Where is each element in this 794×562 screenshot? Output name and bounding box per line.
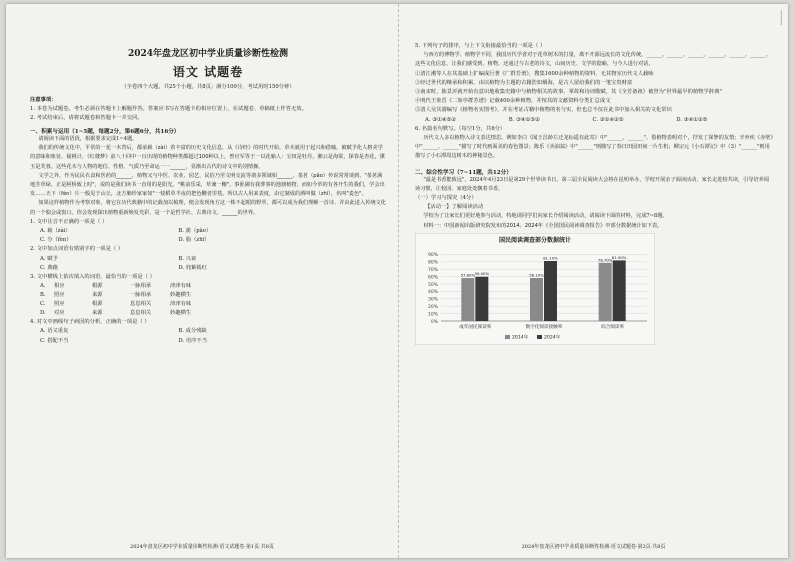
- section-2-heading: 二、综合性学习（7~11题，共12分）: [415, 169, 512, 176]
- option: D. 语序不当: [178, 337, 208, 344]
- material-1-text: 材料一：中国新闻出版研究院发布的2014、2024年《全国国民阅读调查报告》中部分数据统计如下表。: [423, 222, 663, 229]
- notice-heading: 注意事项：: [30, 97, 57, 103]
- page-1: [6, 4, 398, 558]
- option: D. ③④①②⑤: [676, 116, 708, 123]
- notice-1: 1. 本卷为试题卷。考生必须在答题卡上解题作答。答案应书写在答题卡的相应位置上，在试题卷、草稿纸上作答无效。: [30, 106, 307, 112]
- option: C. 分（fèn）: [40, 237, 72, 244]
- exam-subtitle: 语文 试题卷: [172, 65, 244, 79]
- data-label: 59.00%: [474, 271, 490, 277]
- data-label: 58.10%: [529, 272, 544, 278]
- question-5-options: [415, 116, 774, 125]
- chart-svg: [415, 233, 655, 345]
- option: C. 典籍: [40, 264, 58, 271]
- data-label: 81.90%: [611, 254, 627, 260]
- page-1-footer: 2024年盘龙区初中学业质量诊断性检测·语文试题卷·第1页·共8页: [130, 544, 274, 550]
- y-tick-label: 40%: [427, 290, 438, 296]
- question-4: 4. 对文中画线句子病因的分析，正确的一项是（ ）: [30, 319, 150, 326]
- option-cell: 息息相关: [130, 310, 152, 317]
- question-6-text: 历代文人多以植物入诗文表达情思。例如李白《闻王昌龄左迁龙标遥有此寄》中"______，______"，借植物表明对个，抒发了深挚的友情；辛弃疾《赤壁》中"______，______"描写了时代画面美的春色图景；陈乐《卖油翁》中"______"则描写了春日田园田间一片生机；柳宗元《小石潭记》中（3）"______"则用描写了小石潭周边树木的神秘景色。: [415, 135, 774, 160]
- question-5: 5. 下列句子的排序，与上下文衔接最恰当的一项是（ ）: [415, 43, 546, 49]
- question-1-options: [30, 227, 386, 245]
- activity-1-instructions: 学校为了让家长们更好地参与活动，特地请同学们向家长介绍阅读活动，请阅读下面的材料，完成7~8题。: [423, 213, 668, 220]
- y-tick-label: 60%: [427, 275, 438, 281]
- option-cell: 来源: [92, 292, 103, 299]
- option: B. 兴衰: [178, 255, 197, 262]
- passage-paragraph-1: 我们的传统文化中，平常的一花一木背后，都承载（zài）着丰富的历史文化信息，从《诗经》的时代开始，草木就用于起兴和借喻，被赋予化人格美学的意味和象征。疑桃计，《红楼梦》前八十回中一百出现的植物种类都超过100种以上，曾官军等于一以花喻人：宝钗是牡丹，湘云是海棠，探春是杏花，黛玉是芙蓉。这些花木与人物的地位、性格、气质乃至命运一一______，显渐出古代的诗文中的别情操。: [30, 145, 385, 170]
- question-2-options: [30, 255, 386, 273]
- legend-label: 2024年: [544, 335, 561, 341]
- bar-series-1: [599, 263, 612, 321]
- scan-edge-marks: ┃ ┃ ┃: [780, 10, 783, 25]
- bar-series-2: [613, 260, 626, 321]
- notice-2: 2. 考试结束后，请将试题卷和答题卡一并交回。: [30, 115, 143, 121]
- option-letter: D.: [40, 310, 46, 317]
- option: D. 姹紫嫣红: [178, 264, 208, 271]
- legend-swatch: [537, 335, 542, 339]
- chart-title: 国民阅读调查部分数据统计: [498, 236, 572, 244]
- option-cell: 对应: [54, 310, 65, 317]
- bar-series-2: [475, 277, 488, 321]
- x-tick-label: 综合阅读率: [601, 324, 625, 330]
- section-1-intro: 请阅读下面的语段，根据要求完成1~4题。: [38, 136, 138, 142]
- option: A. 赋予: [40, 255, 58, 262]
- passage-paragraph-2: 文学之外，作为民民衣食和医药的______，植物又与中医、农业、园艺、民俗乃至文明交流等诸多领域相______。茶茗（pǎo）传说常常谈到，"茶茗满地芳草绿，正是阿桥致上时"，说的是我们读书一直用的是阳光。"桃前乐采，草兼一穗"，事匪圃有我葬事的池塘植物，而如今草的有各开生的我们，学会出发……天下（fèn）片一般见于山丘，北方肺珍家家如"一枝稻草半夜的把色鞭者里毯，所以古人用来表度，由它制成的酒叫做（zhī），名叫"麦色"。: [30, 172, 385, 198]
- option: D. 脂（zhī）: [178, 237, 210, 244]
- x-tick-label: 数字化阅读接触率: [525, 324, 563, 330]
- bar-series-1: [530, 278, 543, 321]
- option: A. 语义重复: [40, 328, 69, 335]
- exam-sheet: [6, 4, 788, 558]
- page-2: [398, 4, 788, 558]
- option-cell: 一脉相承: [130, 292, 152, 299]
- legend-label: 2014年: [512, 335, 529, 341]
- option-letter: A.: [40, 283, 46, 290]
- section-1-heading: 一、积累与运用（1~5题，每题2分，第6题6分，共16分）: [30, 129, 180, 135]
- option-cell: 津津有味: [170, 283, 192, 290]
- option-cell: 根源: [92, 301, 103, 308]
- data-label: 57.60%: [460, 272, 476, 278]
- question-4-options: [30, 327, 386, 345]
- option-cell: 根源: [92, 283, 103, 290]
- y-tick-label: 90%: [427, 253, 438, 259]
- option: B. 成分残缺: [178, 328, 207, 335]
- exam-meta: （全卷四个大题，共25个小题，共8页；满分100分，考试用时150分钟）: [121, 84, 295, 90]
- option-cell: 妙趣横生: [170, 310, 192, 317]
- question-5-item: ⑤清人吴其濬编写《植物名实图考》，并在考证古籍中植物的名与实，但也总不仅在此书中加入相关的文化常识: [415, 107, 672, 114]
- option: B. ③④①⑤②: [508, 116, 540, 123]
- legend-swatch: [505, 335, 510, 339]
- question-1: 1. 文中注音不正确的一项是（ ）: [30, 218, 108, 225]
- section-2-intro: "最是书香能致远"，2024年4月23日是第29个世界读书日，第三届全民阅读大会将在昆明举办，学校开展亲子阅读活动，家长走进校共读，引导培养阅读习惯，让校园、家庭处处飘着书香。: [415, 176, 770, 192]
- option-cell: 相应: [54, 283, 65, 290]
- data-label: 78.70%: [597, 257, 613, 263]
- exam-title: 2024年盘龙区初中学业质量诊断性检测: [127, 49, 289, 59]
- data-label: 81.10%: [543, 255, 558, 261]
- question-3: 3. 文中横线上依次填入的词语，最恰当的一项是（ ）: [30, 274, 155, 281]
- option: A. 载（zài）: [40, 228, 71, 235]
- y-tick-label: 50%: [427, 282, 438, 288]
- reading-survey-chart: [415, 233, 655, 345]
- question-3-options: [30, 282, 386, 318]
- bar-series-2: [544, 261, 557, 321]
- option-cell: 来源: [92, 310, 103, 317]
- option-letter: C.: [40, 301, 46, 308]
- question-5-item: ①清江潮等人在其基础上扩编成巨著《广群芳谱》，搜集1600余种植物的资料，无其物室历代文人载咏: [415, 70, 654, 77]
- option-letter: B.: [40, 292, 46, 299]
- y-tick-label: 80%: [427, 260, 438, 266]
- option-cell: 一脉相承: [130, 283, 152, 290]
- option: C. ③①④②⑤: [592, 116, 624, 123]
- bar-series-1: [461, 278, 474, 321]
- x-tick-label: 成年国民阅读率: [459, 324, 492, 330]
- page-2-footer: 2024年盘龙区初中学业质量诊断性检测·语文试题卷·第2页·共8页: [521, 544, 666, 550]
- question-6: 6. 名篇名句默写。（每空1分，共6分）: [415, 125, 506, 132]
- option-cell: 妙趣横生: [170, 292, 192, 299]
- question-5-item: ②经过世代的继承和积累，由以植物为主题的古籍浩如烟海，是古人留给我们的一笔宝贵财富: [415, 79, 633, 86]
- option: C. 搭配不当: [40, 337, 69, 344]
- question-5-item: ③南宋时，陈景沂就开始有意识地收集史籍中与植物相关的故事、掌故和诗词歌赋，其《全芳备祖》被誉为"世界最早的植物学辞典": [415, 89, 722, 96]
- section-2-subheading: （一）学习与探究（4分）: [415, 195, 477, 202]
- y-tick-label: 20%: [427, 304, 438, 310]
- option-cell: 津津有味: [170, 301, 192, 308]
- option-cell: 息息相关: [130, 301, 152, 308]
- question-2: 2. 文中加点词语有错别字的一项是（ ）: [30, 246, 124, 253]
- option-cell: 照应: [54, 301, 65, 308]
- option: A. ③①④⑤②: [425, 116, 456, 123]
- activity-1-title: 【活动一】了解阅读活动: [425, 204, 484, 211]
- y-tick-label: 0%: [430, 319, 438, 325]
- option-cell: 照应: [54, 292, 65, 299]
- question-5-text: 与西方的博物学、植物学不同，我国历代学者对于花草树木的打量，离不开源远流长的文化传统。______。______。______。______。______。______。这些文化信息，让我们感受到，植物，还通过与古老的诗文，山间历史、文学的隐喻，与今人进行对话。: [415, 52, 771, 68]
- question-5-item: ④明代王象晋《二如亭群芳谱》记载400余种植物，并按其的文献资料分类汇总成文: [415, 98, 611, 105]
- y-tick-label: 10%: [427, 312, 438, 318]
- y-tick-label: 70%: [427, 267, 438, 273]
- y-tick-label: 30%: [427, 297, 438, 303]
- option: B. 蒲（pǎo）: [178, 228, 212, 235]
- passage-paragraph-3: 如果这样植物作为考察对象，将它在历代典籍中的记载加以梳理，便会发现角方这一株不起眼的野草，都可以成为我们理解一首诗、并由此进入传统文化的一个独会或窗口。你会发现探出植物重新焕发光彩，是一个是哲学社、古典诗文、______的世界。: [30, 200, 386, 216]
